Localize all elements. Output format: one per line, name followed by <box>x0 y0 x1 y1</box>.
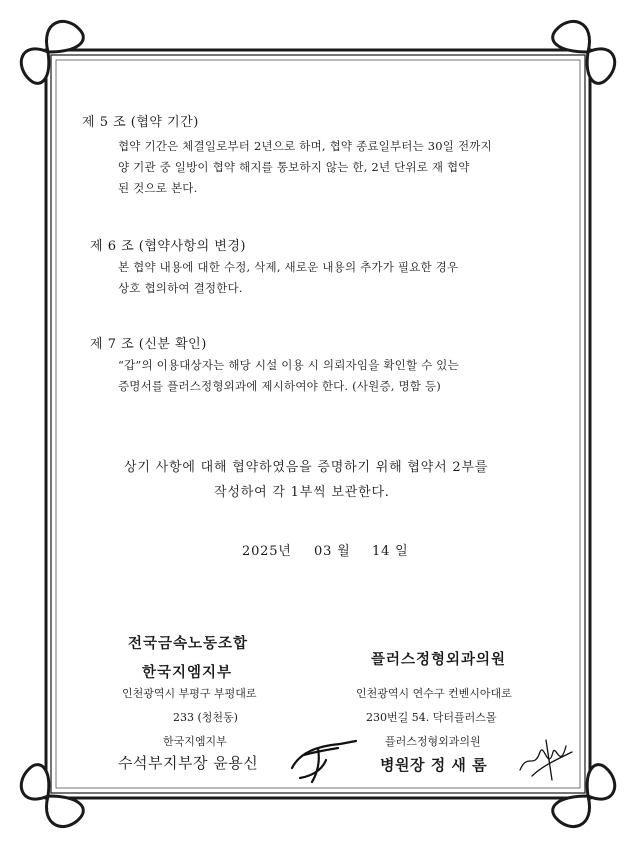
corner-ornament-top-left <box>21 49 49 83</box>
article-7-line-2: 증명서를 플러스정형외과에 제시하여야 한다. (사원증, 명함 등) <box>118 379 441 393</box>
article-5-line-1: 협약 기간은 체결일로부터 2년으로 하며, 협약 종료일부터는 30일 전까지 <box>118 139 492 153</box>
article-5-line-2: 양 기관 중 일방이 협약 해지를 통보하지 않는 한, 2년 단위로 재 협약 <box>118 160 470 174</box>
left-branch-name: 한국지엠지부 <box>142 665 233 681</box>
left-address-line-1: 인천광역시 부평구 부평대로 <box>122 687 257 700</box>
signature-right <box>520 740 572 780</box>
right-address-line-1: 인천광역시 연수구 컨벤시아대로 <box>356 687 512 700</box>
article-7-heading: 제 7 조 (신분 확인) <box>90 337 207 352</box>
article-6-line-1: 본 협약 내용에 대한 수정, 삭제, 새로운 내용의 추가가 필요한 경우 <box>118 260 459 274</box>
date-month: 03 월 <box>314 544 351 559</box>
left-org-name: 전국금속노동조합 <box>128 636 249 652</box>
article-6-line-2: 상호 협의하여 결정한다. <box>118 281 243 295</box>
article-6-heading: 제 6 조 (협약사항의 변경) <box>90 239 246 254</box>
right-address-line-2: 230번길 54. 닥터플러스몰 <box>366 711 497 724</box>
closing-line-2: 작성하여 각 1부씩 보관한다. <box>214 485 390 500</box>
right-address-line-3: 플러스정형외과의원 <box>385 735 481 748</box>
left-signer: 수석부지부장 윤용신 <box>118 754 259 772</box>
article-7-line-1: “갑”의 이용대상자는 해당 시설 이용 시 의뢰자임을 확인할 수 있는 <box>118 358 459 372</box>
left-address-line-3: 한국지엠지부 <box>163 735 227 748</box>
corner-ornament-top-right <box>587 49 615 83</box>
date-day: 14 일 <box>372 544 409 559</box>
right-signer: 병원장 정 새 롬 <box>380 756 488 774</box>
article-5-heading: 제 5 조 (협약 기간) <box>82 115 199 130</box>
corner-ornament-bottom-left <box>21 765 49 799</box>
right-org-name: 플러스정형외과의원 <box>371 652 507 668</box>
corner-ornament-bottom-right <box>587 765 615 799</box>
date-year: 2025년 <box>242 544 292 559</box>
signature-left <box>292 741 356 782</box>
closing-line-1: 상기 사항에 대해 협약하였음을 증명하기 위해 협약서 2부를 <box>124 460 489 475</box>
article-5-line-3: 된 것으로 본다. <box>118 181 198 195</box>
left-address-line-2: 233 (청천동) <box>173 711 238 724</box>
